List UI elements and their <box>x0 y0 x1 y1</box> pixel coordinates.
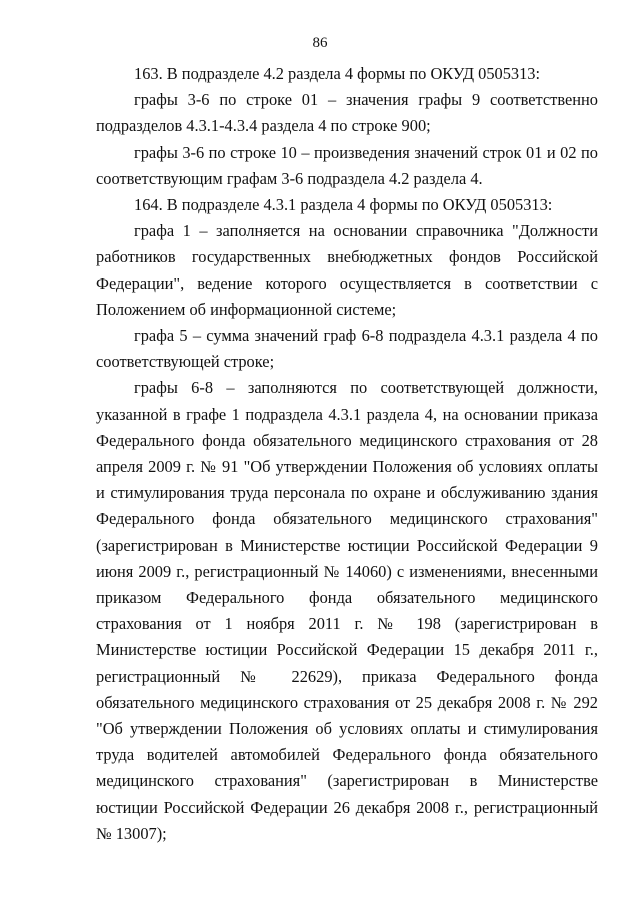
document-body <box>96 61 598 847</box>
paragraph-164-heading: 164. В подразделе 4.3.1 раздела 4 формы по ОКУД 0505313: <box>134 195 553 215</box>
page-number: 86 <box>312 35 328 51</box>
paragraph-column-1: графа 1 – заполняется на основании справочника "Должности работников государственных внебюджетных фондов Российской Федерации", ведение которого осуществляется в соответствии с Положением об информационной системе; <box>96 221 598 319</box>
paragraph-columns-3-6-row-01: графы 3-6 по строке 01 – значения графы 9 соответственно подразделов 4.3.1-4.3.4 раздела 4 по строке 900; <box>96 90 598 136</box>
paragraph-columns-3-6-row-10: графы 3-6 по строке 10 – произведения значений строк 01 и 02 по соответствующим графам 3-6 подраздела 4.2 раздела 4. <box>96 142 598 188</box>
paragraph-columns-6-8: графы 6-8 – заполняются по соответствующей должности, указанной в графе 1 подраздела 4.3.1 раздела 4, на основании приказа Федерального фонда обязательного медицинского страхования от 28 апреля 2009 г. № 91 "Об утверждении Положения об условиях оплаты и стимулирования труда персонала по охране и обслуживанию здания Федерального фонда обязательного медицинского страхования" (зарегистрирован в Министерстве юстиции Российской Федерации 9 июня 2009 г., регистрационный № 14060) с изменениями, внесенными приказом Федерального фонда обязательного медицинского страхования от 1 ноября 2011 г. № 198 (зарегистрирован в Министерстве юстиции Российской Федерации 15 декабря 2011 г., регистрационный № 22629), приказа Федерального фонда обязательного медицинского страхования от 25 декабря 2008 г. № 292 "Об утверждении Положения об условиях оплаты и стимулирования труда водителей автомобилей Федерального фонда обязательного медицинского страхования" (зарегистрирован в Министерстве юстиции Российской Федерации 26 декабря 2008 г., регистрационный № 13007); <box>96 378 598 843</box>
paragraph-column-5: графа 5 – сумма значений граф 6-8 подраздела 4.3.1 раздела 4 по соответствующей строке; <box>96 326 598 372</box>
paragraph-163-heading: 163. В подразделе 4.2 раздела 4 формы по ОКУД 0505313: <box>134 64 541 83</box>
